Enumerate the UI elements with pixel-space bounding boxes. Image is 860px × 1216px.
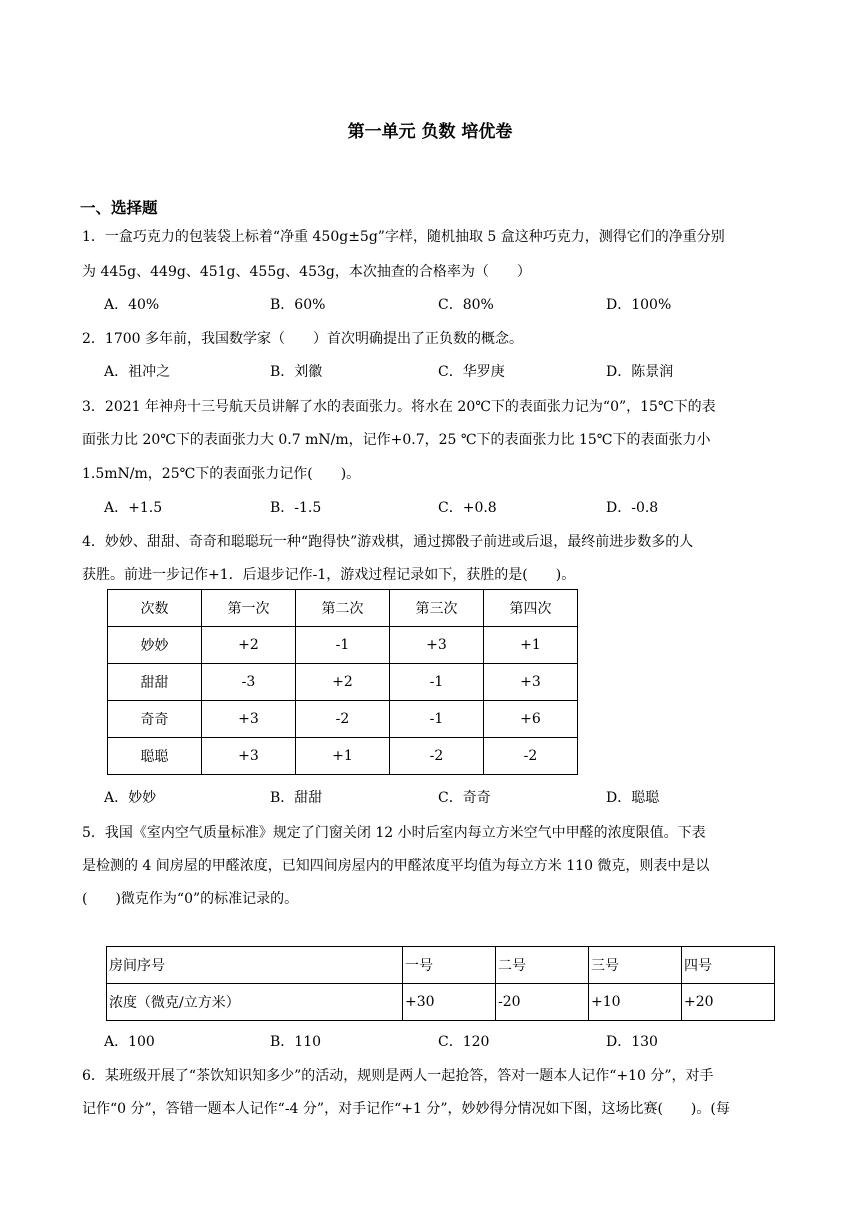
question-2-line-1: 2．1700 多年前，我国数学家（ ）首次明确提出了正负数的概念。: [82, 331, 523, 347]
table-cell: 奇奇: [108, 701, 202, 738]
table-cell: +3: [202, 738, 296, 775]
question-3-line-1: 3．2021 年神舟十三号航天员讲解了水的表面张力。将水在 20℃下的表面张力记为“0”，15℃下的表: [82, 399, 716, 415]
question-4-options: [104, 787, 804, 807]
table-cell: +20: [682, 984, 775, 1021]
option-d[interactable]: D．130: [606, 1034, 658, 1050]
table-cell: 次数: [108, 590, 202, 627]
question-4-line-2: 获胜。前进一步记作+1．后退步记作-1，游戏过程记录如下，获胜的是( )。: [82, 567, 576, 583]
option-b[interactable]: B．-1.5: [270, 500, 322, 516]
table-cell: 第四次: [484, 590, 578, 627]
question-5-line-3: ( )微克作为“0”的标准记录的。: [82, 891, 299, 907]
table-cell: +1: [484, 627, 578, 664]
table-cell: +2: [296, 664, 390, 701]
table-cell: 三号: [589, 947, 682, 984]
section-heading: 一、选择题: [80, 199, 158, 217]
option-b[interactable]: B．60%: [270, 297, 326, 313]
question-1-line-2: 为 445g、449g、451g、455g、453g，本次抽查的合格率为（ ）: [82, 264, 531, 280]
table-cell: 二号: [496, 947, 589, 984]
table-cell: +6: [484, 701, 578, 738]
option-d[interactable]: D．-0.8: [606, 500, 659, 516]
option-d[interactable]: D．聪聪: [606, 790, 660, 806]
table-cell: +3: [484, 664, 578, 701]
option-d[interactable]: D．陈景润: [606, 364, 674, 380]
table-cell: +1: [296, 738, 390, 775]
table-cell: 妙妙: [108, 627, 202, 664]
table-cell: -1: [296, 627, 390, 664]
table-cell: -2: [390, 738, 484, 775]
table-cell: 第三次: [390, 590, 484, 627]
table-row: [108, 738, 578, 775]
question-3-line-3: 1.5mN/m，25℃下的表面张力记作( )。: [82, 466, 361, 482]
question-5-options: [104, 1031, 804, 1051]
option-a[interactable]: A．+1.5: [104, 500, 163, 516]
option-a[interactable]: A．100: [104, 1034, 155, 1050]
question-2-options: [104, 361, 804, 381]
question-5-line-2: 是检测的 4 间房屋的甲醛浓度，已知四间房屋内的甲醛浓度平均值为每立方米 110 微克，则表中是以: [82, 858, 710, 874]
question-1-options: [104, 294, 804, 314]
option-b[interactable]: B．甜甜: [270, 790, 323, 806]
table-row: [108, 701, 578, 738]
option-c[interactable]: C．120: [438, 1034, 490, 1050]
question-1-line-1: 1．一盒巧克力的包装袋上标着“净重 450g±5g”字样，随机抽取 5 盒这种巧克力，测得它们的净重分别: [82, 229, 725, 245]
table-cell: 第二次: [296, 590, 390, 627]
option-a[interactable]: A．祖冲之: [104, 364, 171, 380]
table-cell: -3: [202, 664, 296, 701]
question-6-line-1: 6．某班级开展了“茶饮知识知多少”的活动，规则是两人一起抢答，答对一题本人记作“+10 分”，对手: [82, 1068, 714, 1084]
table-cell: 甜甜: [108, 664, 202, 701]
table-cell: 四号: [682, 947, 775, 984]
option-c[interactable]: C．奇奇: [438, 790, 491, 806]
table-cell: -1: [390, 701, 484, 738]
table-cell: +30: [403, 984, 496, 1021]
option-c[interactable]: C．+0.8: [438, 500, 497, 516]
option-c[interactable]: C．80%: [438, 297, 494, 313]
table-cell: -2: [484, 738, 578, 775]
table-cell: -1: [390, 664, 484, 701]
question-6-line-2: 记作“0 分”，答错一题本人记作“-4 分”，对手记作“+1 分”，妙妙得分情况如下图，这场比赛( )。(每: [82, 1101, 730, 1117]
option-a[interactable]: A．40%: [104, 297, 160, 313]
table-cell: +3: [390, 627, 484, 664]
table-row: [108, 590, 578, 627]
page-title: 第一单元 负数 培优卷: [347, 122, 513, 142]
question-3-line-2: 面张力比 20℃下的表面张力大 0.7 mN/m，记作+0.7，25 ℃下的表面张力比 15℃下的表面张力小: [82, 432, 711, 448]
table-cell: 浓度（微克/立方米）: [107, 984, 403, 1021]
table-row: [107, 947, 775, 984]
table-row: [108, 664, 578, 701]
game-record-table: [107, 589, 578, 775]
table-cell: 房间序号: [107, 947, 403, 984]
table-cell: -20: [496, 984, 589, 1021]
table-cell: -2: [296, 701, 390, 738]
formaldehyde-table: [106, 946, 775, 1021]
option-c[interactable]: C．华罗庚: [438, 364, 505, 380]
option-b[interactable]: B．110: [270, 1034, 322, 1050]
option-b[interactable]: B．刘徽: [270, 364, 323, 380]
table-cell: 聪聪: [108, 738, 202, 775]
option-d[interactable]: D．100%: [606, 297, 672, 313]
question-3-options: [104, 497, 804, 517]
table-cell: +2: [202, 627, 296, 664]
question-4-line-1: 4．妙妙、甜甜、奇奇和聪聪玩一种“跑得快”游戏棋，通过掷骰子前进或后退，最终前进步数多的人: [82, 534, 694, 550]
table-cell: +10: [589, 984, 682, 1021]
table-cell: 第一次: [202, 590, 296, 627]
table-cell: +3: [202, 701, 296, 738]
table-row: [107, 984, 775, 1021]
table-cell: 一号: [403, 947, 496, 984]
option-a[interactable]: A．妙妙: [104, 790, 157, 806]
question-5-line-1: 5．我国《室内空气质量标准》规定了门窗关闭 12 小时后室内每立方米空气中甲醛的浓度限值。下表: [82, 825, 706, 841]
table-row: [108, 627, 578, 664]
